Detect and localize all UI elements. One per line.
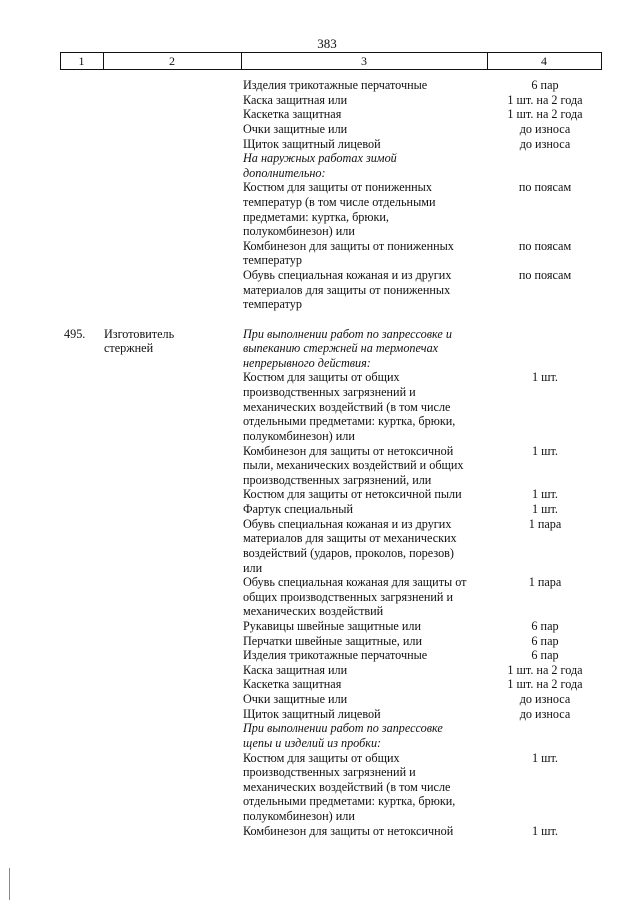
row-36-col-3: механических воздействий (243, 604, 384, 619)
row-2-col-4: 1 шт. на 2 года (507, 107, 583, 122)
row-51-col-3: Комбинезон для защиты от нетоксичной (243, 823, 454, 838)
row-40-col-4: 1 шт. на 2 года (507, 662, 583, 677)
row-3-col-4: до износа (519, 121, 571, 136)
row-17-col-1: 495. (64, 326, 86, 341)
row-11-col-4: по поясам (518, 238, 572, 253)
row-46-col-3: Костюм для защиты от общих (243, 750, 400, 765)
row-1-col-4: 1 шт. на 2 года (507, 92, 583, 107)
row-27-col-3: производственных загрязнений, или (243, 472, 432, 487)
row-10-col-3: полукомбинезон) или (243, 224, 355, 239)
row-5-col-3: На наружных работах зимой (243, 151, 397, 166)
row-38-col-3: Перчатки швейные защитные, или (243, 633, 423, 648)
row-19-col-3: непрерывного действия: (243, 355, 371, 370)
row-48-col-3: механических воздействий (в том числе (243, 779, 451, 794)
row-18-col-2: стержней (104, 341, 154, 356)
row-13-col-4: по поясам (518, 268, 572, 283)
row-37-col-3: Рукавицы швейные защитные или (243, 618, 421, 633)
row-37-col-4: 6 пар (531, 618, 559, 633)
row-30-col-3: Обувь специальная кожаная и из других (243, 516, 452, 531)
row-30-col-4: 1 пара (528, 516, 562, 531)
row-28-col-3: Костюм для защиты от нетоксичной пыли (243, 487, 462, 502)
row-14-col-3: материалов для защиты от пониженных (243, 282, 451, 297)
scan-edge-mark (9, 868, 10, 900)
header-col-2: 2 (169, 54, 175, 68)
row-46-col-4: 1 шт. (532, 750, 558, 765)
row-4-col-4: до износа (519, 136, 571, 151)
row-29-col-3: Фартук специальный (243, 502, 353, 516)
row-20-col-3: Костюм для защиты от общих (243, 370, 400, 385)
row-33-col-3: или (243, 560, 263, 575)
row-47-col-3: производственных загрязнений и (243, 765, 416, 780)
row-39-col-4: 6 пар (531, 648, 559, 663)
header-col-1: 1 (78, 54, 85, 68)
row-9-col-3: предметами: куртка, брюки, (243, 209, 389, 224)
row-11-col-3: Комбинезон для защиты от пониженных (243, 238, 454, 253)
row-6-col-3: дополнительно: (243, 165, 326, 180)
row-7-col-4: по поясам (518, 180, 572, 195)
row-51-col-4: 1 шт. (532, 823, 558, 838)
row-29-col-4: 1 шт. (532, 502, 558, 516)
row-41-col-3: Каскетка защитная (243, 677, 342, 692)
row-15-col-3: температур (243, 297, 302, 312)
row-13-col-3: Обувь специальная кожаная и из других (243, 268, 452, 283)
header-col-3: 3 (361, 54, 367, 68)
row-4-col-3: Щиток защитный лицевой (243, 136, 381, 151)
row-25-col-4: 1 шт. (532, 443, 558, 458)
row-2-col-3: Каскетка защитная (243, 107, 342, 122)
row-34-col-4: 1 пара (528, 575, 562, 590)
row-39-col-3: Изделия трикотажные перчаточные (243, 648, 428, 663)
row-23-col-3: отдельными предметами: куртка, брюки, (243, 414, 456, 429)
row-32-col-3: воздействий (ударов, проколов, порезов) (243, 545, 454, 560)
row-41-col-4: 1 шт. на 2 года (507, 677, 583, 692)
row-43-col-4: до износа (519, 706, 571, 721)
row-49-col-3: отдельными предметами: куртка, брюки, (243, 794, 456, 809)
row-44-col-3: При выполнении работ по запрессовке (243, 721, 443, 736)
page-number: 383 (317, 36, 337, 51)
row-17-col-2: Изготовитель (104, 326, 175, 341)
row-40-col-3: Каска защитная или (243, 662, 348, 677)
row-7-col-3: Костюм для защиты от пониженных (243, 180, 432, 195)
row-35-col-3: общих производственных загрязнений и (243, 589, 454, 604)
row-34-col-3: Обувь специальная кожаная для защиты от (243, 575, 467, 590)
row-1-col-3: Каска защитная или (243, 92, 348, 107)
row-22-col-3: механических воздействий (в том числе (243, 399, 451, 414)
row-18-col-3: выпеканию стержней на термопечах (243, 341, 439, 356)
row-12-col-3: температур (243, 253, 302, 268)
row-25-col-3: Комбинезон для защиты от нетоксичной (243, 443, 454, 458)
row-42-col-4: до износа (519, 692, 571, 706)
row-50-col-3: полукомбинезон) или (243, 809, 355, 823)
row-42-col-3: Очки защитные или (243, 692, 348, 706)
row-38-col-4: 6 пар (531, 633, 559, 648)
row-17-col-3: При выполнении работ по запрессовке и (243, 326, 452, 341)
row-21-col-3: производственных загрязнений и (243, 385, 416, 399)
row-8-col-3: температур (в том числе отдельными (243, 195, 436, 209)
row-45-col-3: щепы и изделий из пробки: (243, 735, 382, 750)
row-31-col-3: материалов для защиты от механических (243, 531, 457, 546)
row-43-col-3: Щиток защитный лицевой (243, 706, 381, 721)
row-26-col-3: пыли, механических воздействий и общих (243, 458, 464, 473)
row-0-col-4: 6 пар (531, 78, 559, 92)
header-col-4: 4 (541, 54, 547, 68)
row-20-col-4: 1 шт. (532, 370, 558, 385)
row-3-col-3: Очки защитные или (243, 121, 348, 136)
row-0-col-3: Изделия трикотажные перчаточные (243, 78, 428, 92)
row-28-col-4: 1 шт. (532, 487, 558, 502)
row-24-col-3: полукомбинезон) или (243, 428, 355, 443)
